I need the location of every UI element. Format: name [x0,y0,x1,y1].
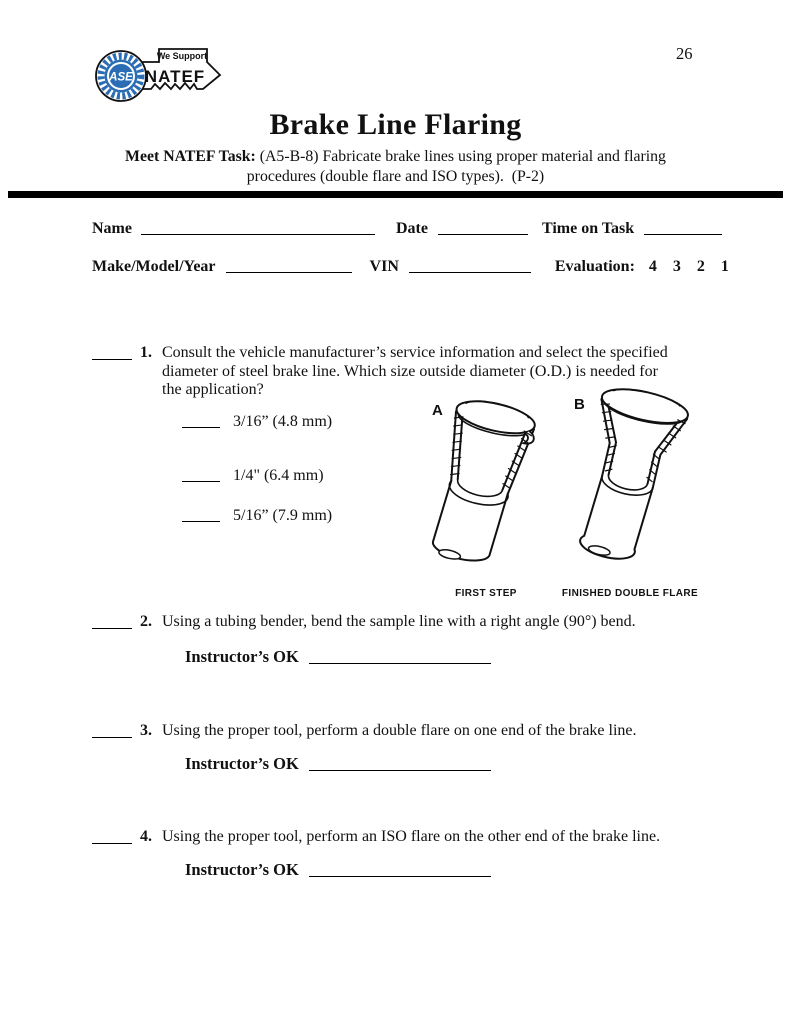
make-model-year-blank [226,259,352,273]
question-2-text: Using a tubing bender, bend the sample line with a right angle (90°) bend. [162,613,636,630]
instructor-ok-2-label: Instructor’s OK [185,647,299,666]
option-3-16-blank [182,414,220,428]
natef-key-graphic [93,42,223,108]
natef-task-line [0,148,791,166]
question-1-number: 1. [140,344,152,361]
instructor-ok-4-label: Instructor’s OK [185,860,299,879]
option-1-4 [182,466,324,485]
natef-logo [93,42,223,108]
ase-wordmark: ASE [109,71,133,84]
option-5-16-label: 5/16” (7.9 mm) [233,507,333,524]
tube-a-first-step-illustration [414,392,554,588]
make-model-year-label: Make/Model/Year [92,258,216,275]
name-label: Name [92,220,132,237]
divider-rule [8,191,783,198]
question-4-text: Using the proper tool, perform an ISO flare on the other end of the brake line. [162,828,661,845]
question-4-number: 4. [140,828,152,845]
option-3-16-label: 3/16” (4.8 mm) [233,413,333,430]
question-1-score-blank [92,346,132,360]
tube-b-double-flare-illustration [558,386,706,586]
task-label: Meet NATEF Task: [125,148,256,165]
name-blank [141,221,375,235]
instructor-ok-4-blank [309,863,491,877]
figure-label-b: B [574,396,585,413]
vin-blank [409,259,531,273]
option-1-4-label: 1/4" (6.4 mm) [233,467,324,484]
question-3-number: 3. [140,722,152,739]
option-3-16 [182,412,332,431]
instructor-ok-2-blank [309,650,491,664]
instructor-ok-3-blank [309,757,491,771]
question-2-number: 2. [140,613,152,630]
figure-label-a: A [432,402,443,419]
question-3-text: Using the proper tool, perform a double flare on one end of the brake line. [162,722,637,739]
time-on-task-blank [644,221,722,235]
page-number: 26 [676,44,693,63]
option-1-4-blank [182,468,220,482]
question-4-score-blank [92,830,132,844]
vin-label: VIN [369,258,399,275]
option-5-16-blank [182,508,220,522]
natef-task-line2: procedures (double flare and ISO types). (P-2) [246,168,545,185]
question-3 [92,722,637,741]
option-5-16 [182,506,332,525]
question-1-text: Consult the vehicle manufacturer’s service information and select the specified diameter of steel brake line. Which size outside diameter (O.D.) is needed for the application? [162,344,668,399]
date-blank [438,221,528,235]
figure-caption-first-step: FIRST STEP [455,588,517,599]
figure-caption-double-flare: FINISHED DOUBLE FLARE [561,588,699,599]
instructor-ok-2 [185,647,491,667]
time-on-task-label: Time on Task [541,220,635,237]
question-2 [92,613,636,632]
natef-wordmark: NATEF [144,67,206,86]
flare-figure [412,384,708,608]
page-title: Brake Line Flaring [269,108,522,141]
form-row-2 [92,257,729,276]
task-text: (A5-B-8) Fabricate brake lines using proper material and flaring [259,148,666,165]
question-3-score-blank [92,724,132,738]
question-4 [92,828,660,847]
question-2-score-blank [92,615,132,629]
instructor-ok-3 [185,754,491,774]
instructor-ok-3-label: Instructor’s OK [185,754,299,773]
evaluation-scale: 4 3 2 1 [648,258,729,275]
instructor-ok-4 [185,860,491,880]
date-label: Date [395,220,428,237]
we-support-text: We Support [156,51,208,61]
evaluation-label: Evaluation: [554,258,635,275]
form-row-1 [92,219,722,238]
